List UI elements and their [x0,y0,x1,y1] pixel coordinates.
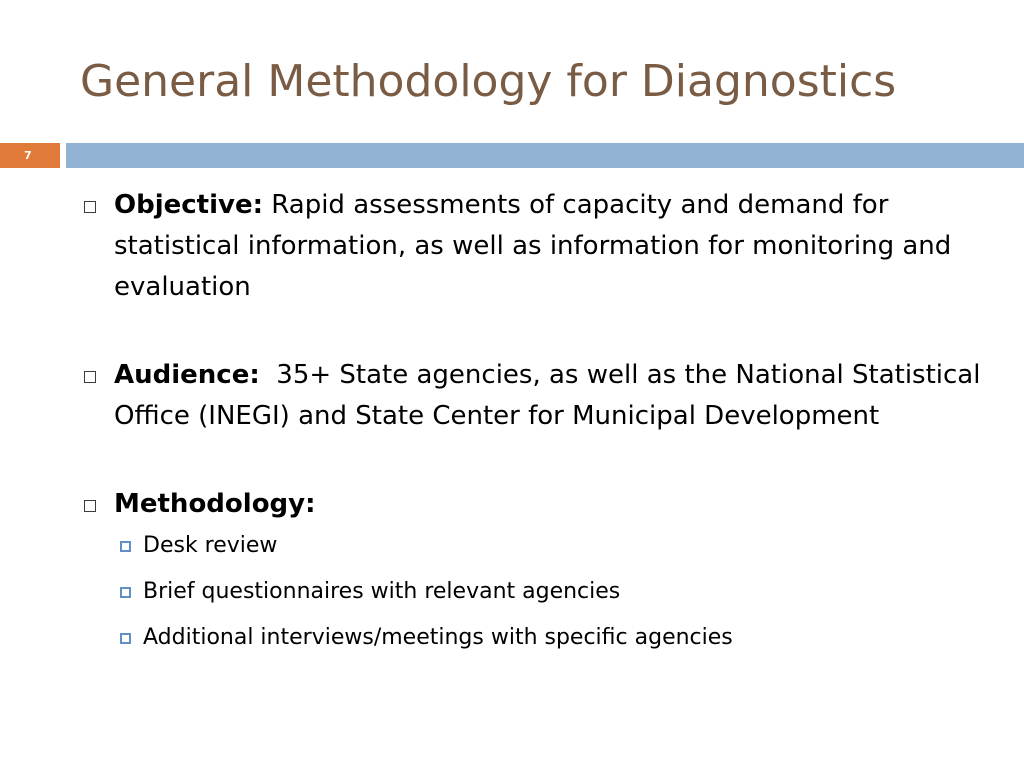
square-bullet-icon [84,371,96,383]
bullet-methodology [84,484,984,525]
bullet-label: Objective: [114,190,263,220]
methodology-sub-list [120,531,984,653]
bullet-audience [84,355,989,437]
bullet-body: Rapid assessments of capacity and demand for statistical information, as well as information for monitoring and evaluation [114,190,952,302]
sub-item-desk-review [120,531,984,561]
header-bar [66,143,1024,168]
bullet-objective [84,185,984,308]
sub-item-questionnaires [120,577,984,607]
bullet-text [114,355,989,437]
filled-square-bullet-icon [120,541,131,552]
slide-title: General Methodology for Diagnostics [80,56,897,107]
bullet-text [114,185,984,308]
sub-item-interviews [120,623,984,653]
bullet-body: 35+ State agencies, as well as the National Statistical Office (INEGI) and State Center for Municipal Development [114,360,989,431]
sub-item-text: Desk review [143,533,278,558]
sub-item-text: Brief questionnaires with relevant agencies [143,579,621,604]
bullet-label: Methodology: [114,489,316,519]
bullet-label: Audience: [114,360,260,390]
filled-square-bullet-icon [120,633,131,644]
bullet-text [114,484,984,525]
square-bullet-icon [84,201,96,213]
square-bullet-icon [84,500,96,512]
sub-item-text: Additional interviews/meetings with specific agencies [143,625,733,650]
filled-square-bullet-icon [120,587,131,598]
slide-content [84,185,989,669]
slide-number: 7 [0,143,60,168]
